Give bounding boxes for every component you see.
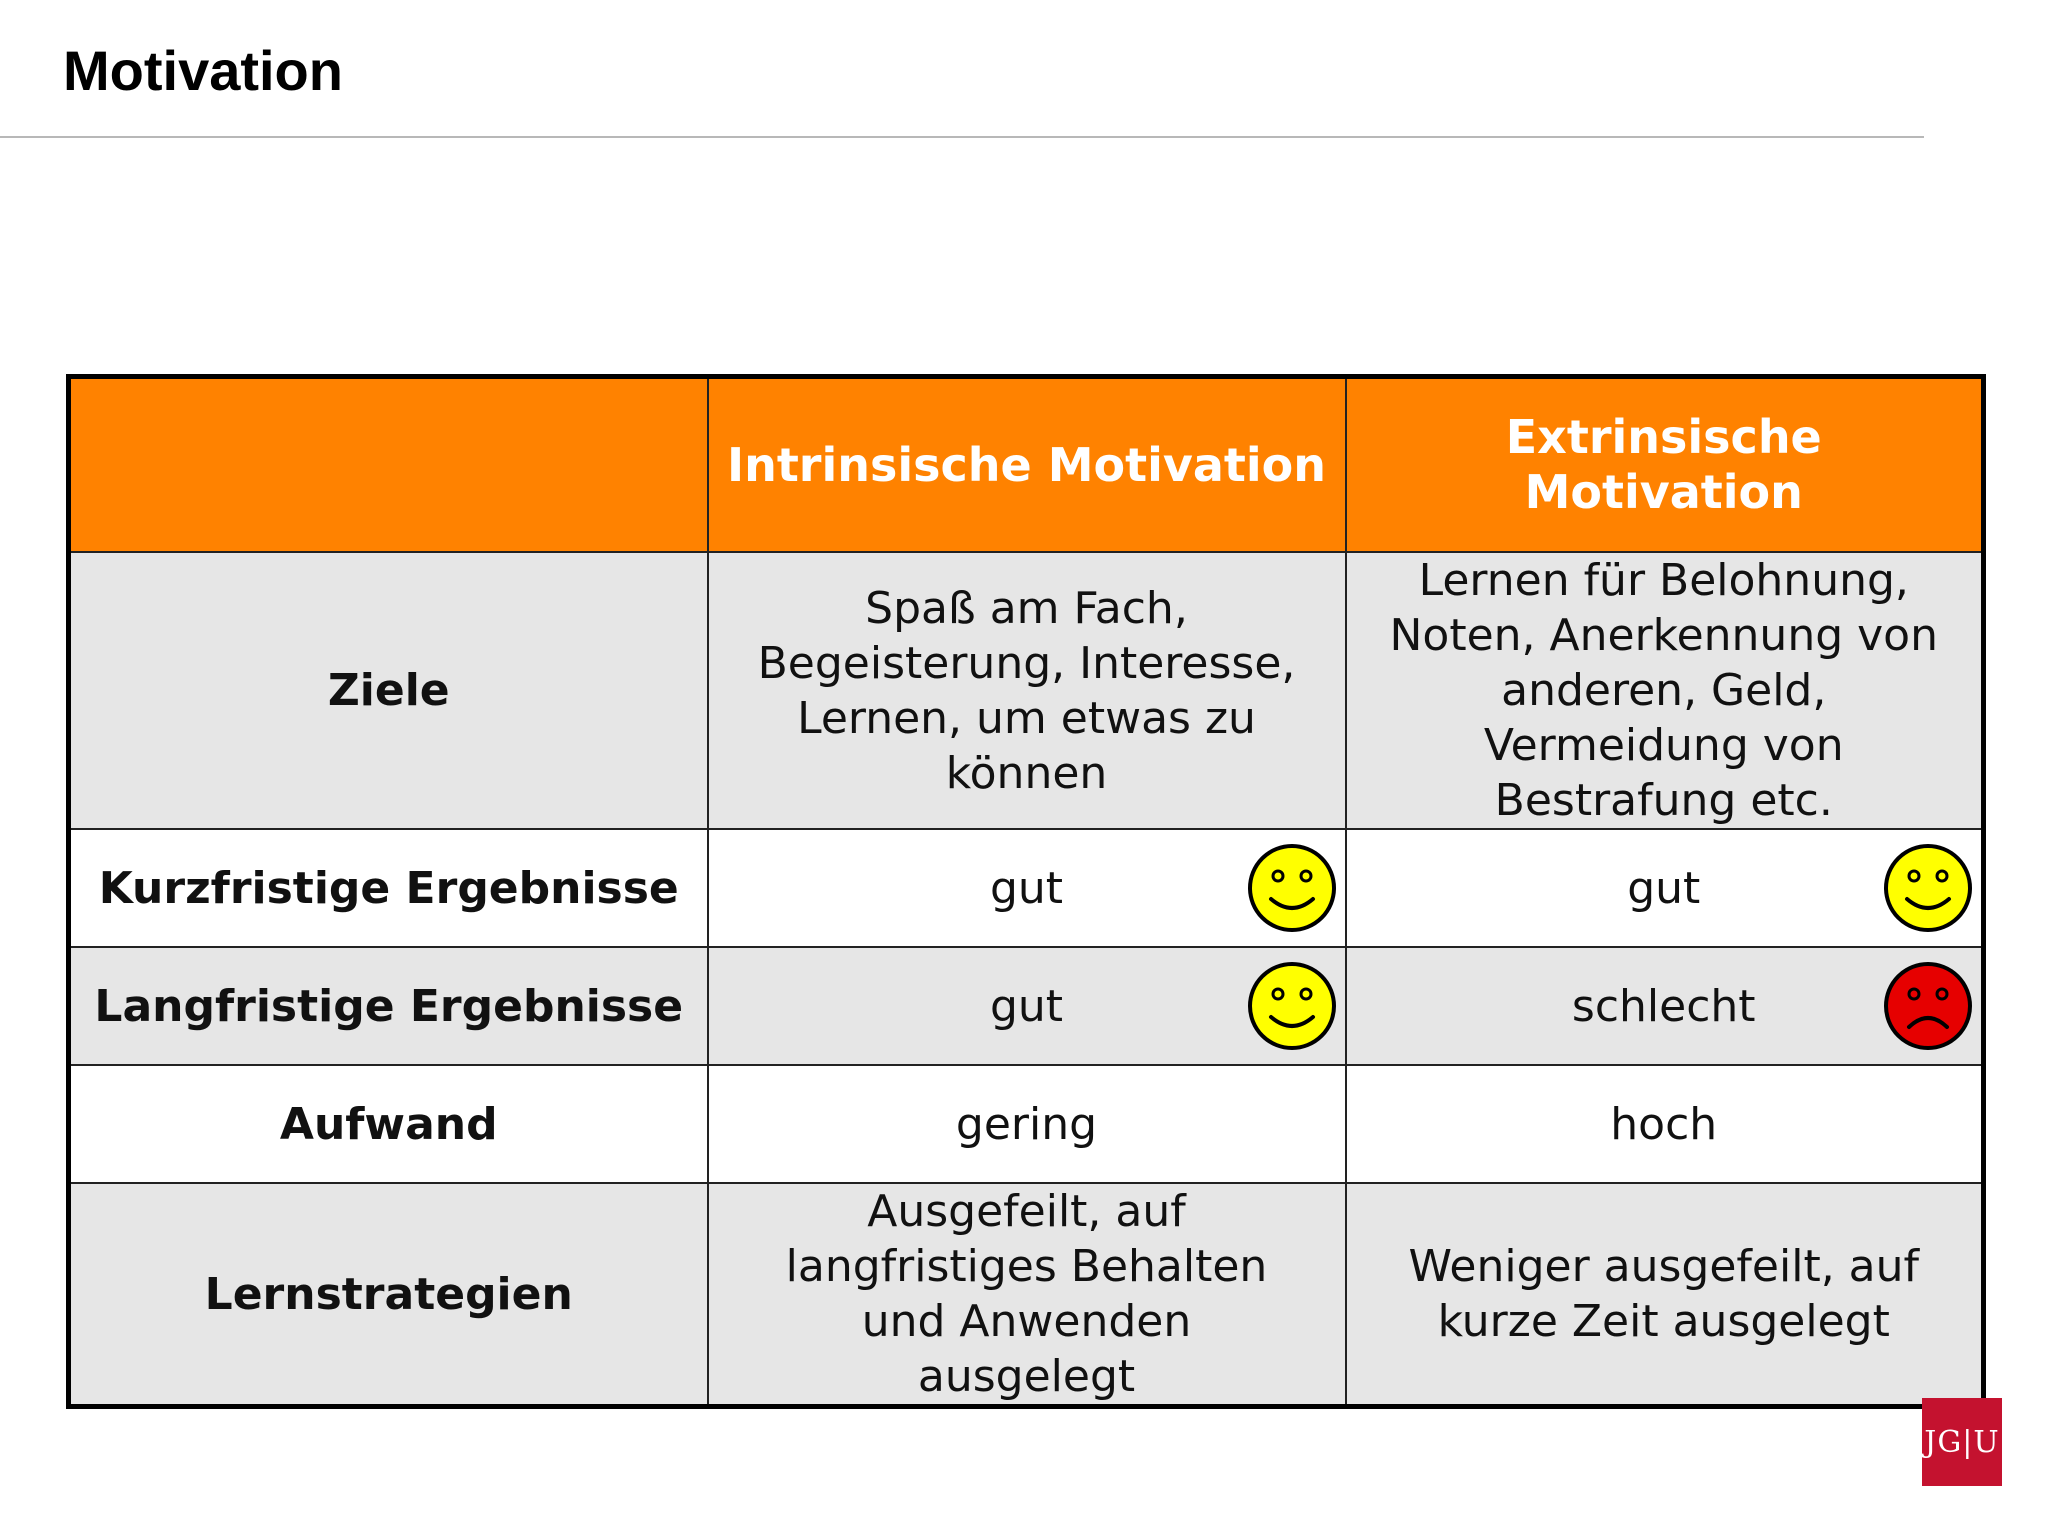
cell-text: schlecht <box>1571 980 1756 1032</box>
cell-lern-intrinsic <box>708 1183 1346 1407</box>
cell-text: gering <box>955 1098 1098 1150</box>
cell-text: gut <box>989 980 1064 1032</box>
header-corner-cell <box>69 377 708 553</box>
table-header-row <box>69 377 1984 553</box>
cell-text: Lernen für Belohnung, Noten, Anerkennung von anderen, Geld, Vermeidung von Bestrafung etc. <box>1389 555 1938 826</box>
happy-face-icon <box>1247 961 1337 1051</box>
table-row-langfristige-ergebnisse <box>69 947 1984 1065</box>
table-row-ziele <box>69 552 1984 829</box>
table-row-lernstrategien <box>69 1183 1984 1407</box>
cell-text: Weniger ausgefeilt, auf kurze Zeit ausgelegt <box>1408 1241 1920 1347</box>
cell-lang-intrinsic <box>708 947 1346 1065</box>
cell-text: gut <box>989 862 1064 914</box>
motivation-comparison-table <box>66 374 1986 1409</box>
table-row-kurzfristige-ergebnisse <box>69 829 1984 947</box>
jgu-logo: JG|U <box>1922 1398 2002 1486</box>
slide-title: Motivation <box>63 39 343 102</box>
row-label-ziele: Ziele <box>69 552 708 829</box>
sad-face-icon <box>1883 961 1973 1051</box>
cell-ziele-extrinsic <box>1346 552 1984 829</box>
cell-kurz-intrinsic <box>708 829 1346 947</box>
header-intrinsic: Intrinsische Motivation <box>708 377 1346 553</box>
cell-lang-extrinsic <box>1346 947 1984 1065</box>
happy-face-icon <box>1883 843 1973 933</box>
cell-ziele-intrinsic <box>708 552 1346 829</box>
cell-text: hoch <box>1610 1098 1718 1150</box>
title-divider <box>0 136 1924 138</box>
cell-text: gut <box>1627 862 1701 914</box>
cell-lern-extrinsic <box>1346 1183 1984 1407</box>
cell-aufwand-extrinsic <box>1346 1065 1984 1183</box>
row-label-langfristige-ergebnisse: Langfristige Ergebnisse <box>69 947 708 1065</box>
row-label-kurzfristige-ergebnisse: Kurzfristige Ergebnisse <box>69 829 708 947</box>
cell-aufwand-intrinsic <box>708 1065 1346 1183</box>
happy-face-icon <box>1247 843 1337 933</box>
table-row-aufwand <box>69 1065 1984 1183</box>
header-extrinsic: Extrinsische Motivation <box>1346 377 1984 553</box>
cell-kurz-extrinsic <box>1346 829 1984 947</box>
cell-text: Spaß am Fach, Begeisterung, Interesse, Lernen, um etwas zu können <box>757 582 1296 799</box>
row-label-aufwand: Aufwand <box>69 1065 708 1183</box>
row-label-lernstrategien: Lernstrategien <box>69 1183 708 1407</box>
cell-text: Ausgefeilt, auf langfristiges Behalten und Anwenden ausgelegt <box>785 1186 1268 1402</box>
